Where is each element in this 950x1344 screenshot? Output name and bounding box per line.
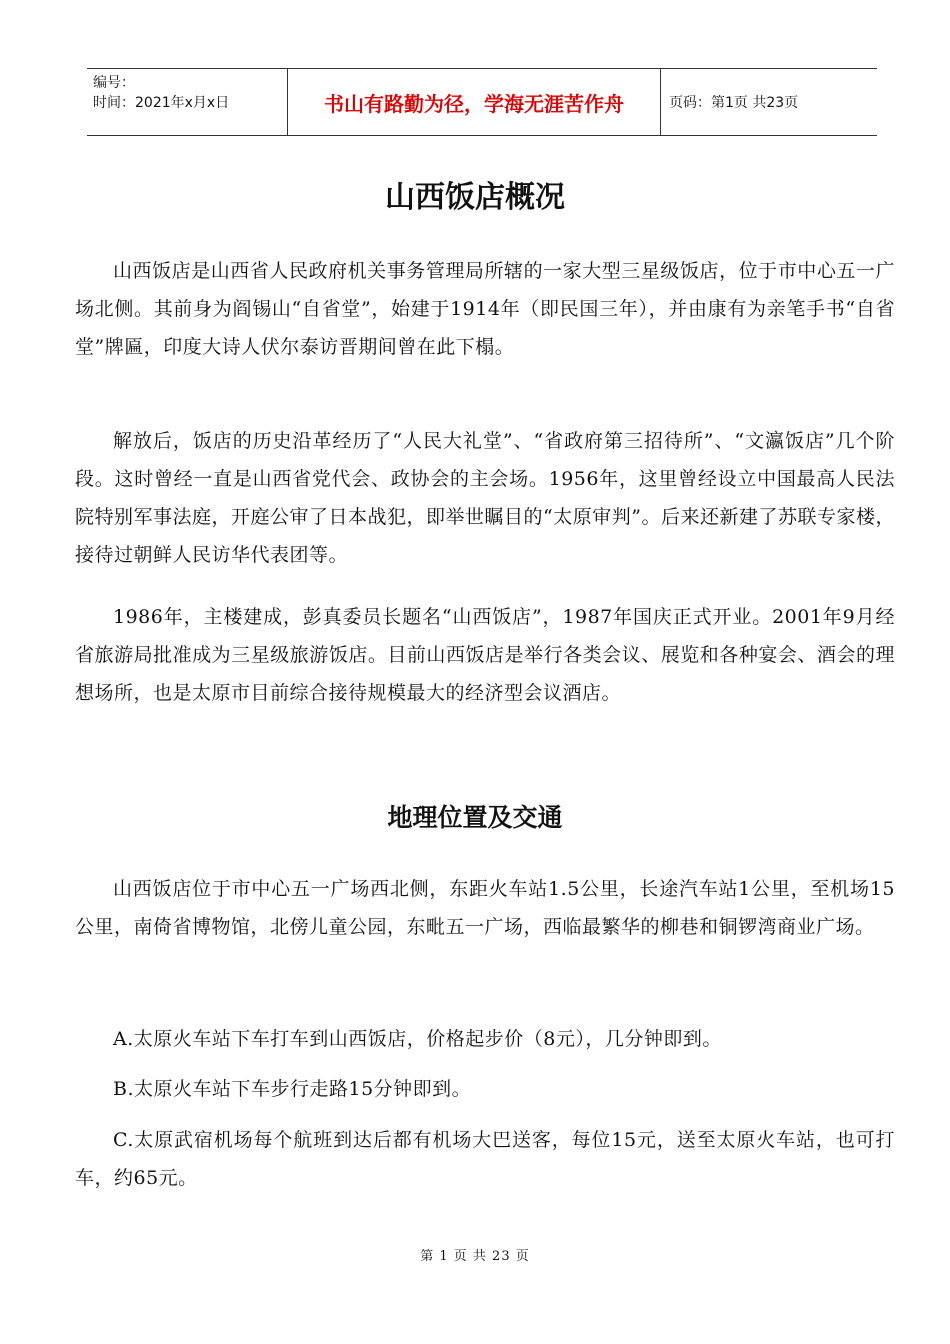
document-header — [87, 68, 877, 136]
transport-item-c: C.太原武宿机场每个航班到达后都有机场大巴送客，每位15元，送至太原火车站，也可打车，约65元。 — [75, 1129, 895, 1189]
intro-paragraph-3: 1986年，主楼建成，彭真委员长题名“山西饭店”，1987年国庆正式开业。2001年9月经省旅游局批准成为三星级旅游饭店。目前山西饭店是举行各类会议、展览和各种宴会、酒会的理想场所，也是太原市目前综合接待规模最大的经济型会议酒店。 — [75, 606, 895, 704]
page-footer: 第 1 页 共 23 页 — [420, 1249, 530, 1264]
intro-paragraph-2: 解放后，饭店的历史沿革经历了“人民大礼堂”、“省政府第三招待所”、“文瀛饭店”几个阶段。这时曾经一直是山西省党代会、政协会的主会场。1956年，这里曾经设立中国最高人民法院特别军事法庭，开庭公审了日本战犯，即举世瞩目的“太原审判”。后来还新建了苏联专家楼，接待过朝鲜人民访华代表团等。 — [75, 430, 895, 566]
code-label: 编号： — [93, 75, 135, 91]
location-paragraph: 山西饭店位于市中心五一广场西北侧，东距火车站1.5公里，长途汽车站1公里，至机场15公里，南倚省博物馆，北傍儿童公园，东毗五一广场，西临最繁华的柳巷和铜锣湾商业广场。 — [75, 878, 895, 938]
header-meta — [87, 69, 287, 135]
transport-item-b: B.太原火车站下车步行走路15分钟即到。 — [113, 1078, 472, 1100]
intro-paragraph-1: 山西饭店是山西省人民政府机关事务管理局所辖的一家大型三星级饭店，位于市中心五一广场北侧。其前身为阎锡山“自省堂”，始建于1914年（即民国三年），并由康有为亲笔手书“自省堂”牌匾，印度大诗人伏尔泰访晋期间曾在此下榻。 — [75, 260, 895, 358]
transport-item-a: A.太原火车站下车打车到山西饭店，价格起步价（8元），几分钟即到。 — [113, 1028, 722, 1050]
page-title: 山西饭店概况 — [385, 180, 565, 215]
header-page-label: 页码：第1页 共23页 — [669, 95, 799, 111]
section-title-location: 地理位置及交通 — [387, 803, 563, 832]
time-label: 时间：2021年x月x日 — [93, 95, 230, 111]
header-motto: 书山有路勤为径，学海无涯苦作舟 — [287, 69, 661, 135]
